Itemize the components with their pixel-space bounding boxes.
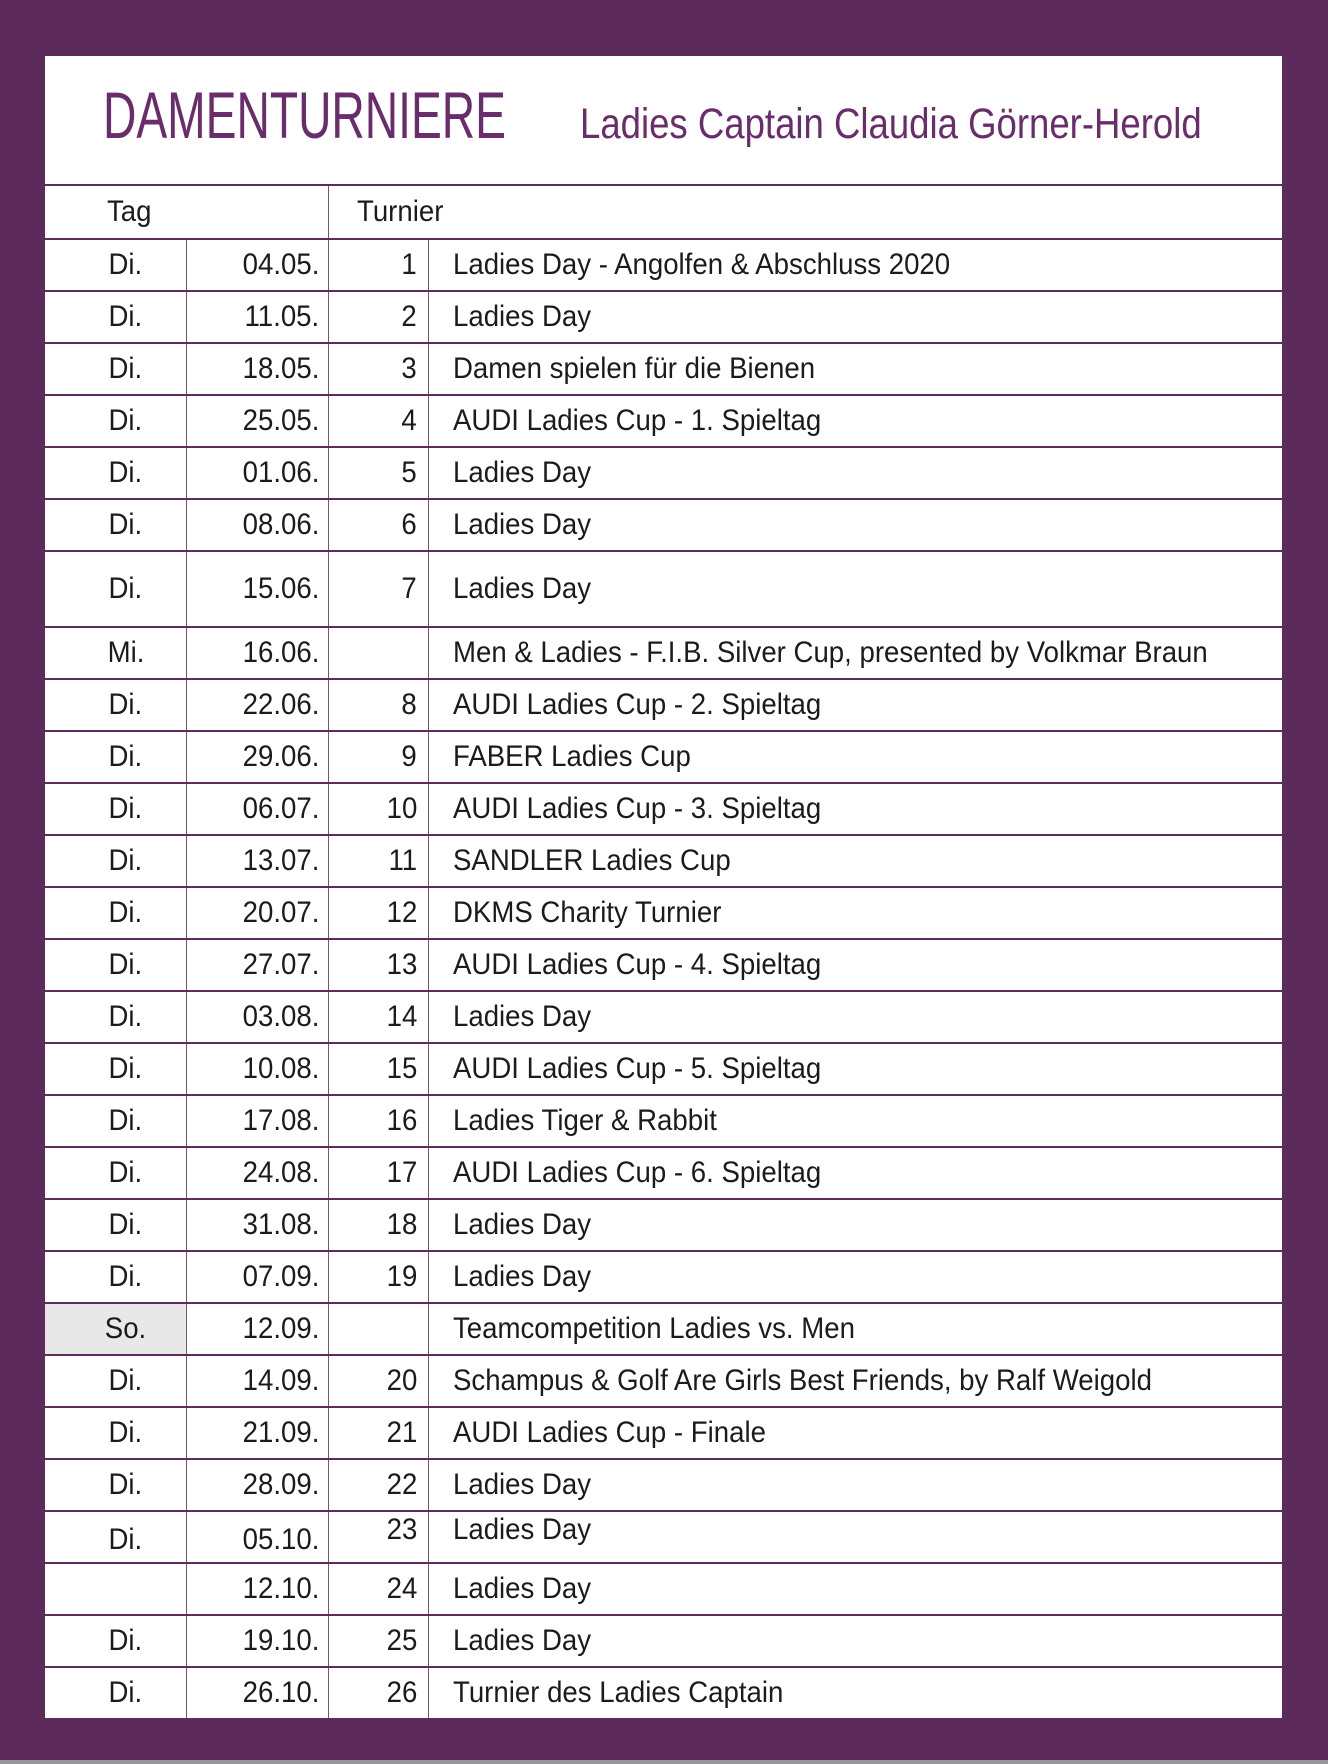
- tournament-label: Damen spielen für die Bienen: [453, 352, 816, 385]
- tournament-label: Ladies Day: [453, 1260, 592, 1293]
- cell-number: [328, 940, 428, 990]
- table-row: [45, 1408, 1282, 1460]
- cell-tournament: [428, 240, 1282, 290]
- tournament-table: [45, 240, 1282, 1720]
- cell-date: [186, 552, 328, 626]
- cell-number: [328, 1564, 428, 1614]
- number-label: 3: [401, 352, 417, 385]
- date-label: 18.05.: [242, 352, 319, 385]
- day-label: Mi.: [107, 636, 144, 669]
- cell-number: [328, 500, 428, 550]
- tournament-label: Ladies Day: [453, 1208, 592, 1241]
- cell-tournament: [428, 1044, 1282, 1094]
- tournament-label: Ladies Day: [453, 1572, 592, 1605]
- number-label: 7: [401, 572, 417, 605]
- cell-tournament: [428, 1200, 1282, 1250]
- date-label: 25.05.: [242, 404, 319, 437]
- cell-date: [186, 240, 328, 290]
- cell-number: [328, 1616, 428, 1666]
- cell-number: [328, 1668, 428, 1718]
- cell-tournament: [428, 448, 1282, 498]
- table-row: [45, 1304, 1282, 1356]
- date-label: 26.10.: [242, 1676, 319, 1709]
- cell-day: [45, 1304, 186, 1354]
- table-row: [45, 292, 1282, 344]
- tournament-label: FABER Ladies Cup: [453, 740, 691, 773]
- cell-day: [45, 680, 186, 730]
- day-label: Di.: [108, 1000, 143, 1033]
- day-label: Di.: [108, 896, 143, 929]
- cell-day: [45, 1408, 186, 1458]
- table-row: [45, 836, 1282, 888]
- cell-date: [186, 1512, 328, 1562]
- cell-date: [186, 344, 328, 394]
- number-label: 16: [386, 1104, 417, 1137]
- cell-number: [328, 1044, 428, 1094]
- number-label: 19: [386, 1260, 417, 1293]
- date-label: 21.09.: [242, 1416, 319, 1449]
- table-row: [45, 1668, 1282, 1720]
- cell-day: [45, 992, 186, 1042]
- day-label: Di.: [108, 508, 143, 541]
- number-label: 26: [386, 1676, 417, 1709]
- date-label: 11.05.: [244, 300, 319, 333]
- day-label: Di.: [108, 1156, 143, 1189]
- header-cell-tag: [45, 186, 328, 238]
- cell-date: [186, 628, 328, 678]
- date-label: 15.06.: [242, 572, 319, 605]
- number-label: 12: [386, 896, 417, 929]
- date-label: 20.07.: [242, 896, 319, 929]
- cell-tournament: [428, 396, 1282, 446]
- cell-date: [186, 500, 328, 550]
- table-row: [45, 732, 1282, 784]
- number-label: 4: [401, 404, 417, 437]
- table-row: [45, 628, 1282, 680]
- date-label: 19.10.: [242, 1624, 319, 1657]
- tournament-label: Ladies Day: [453, 1000, 592, 1033]
- tournament-label: DKMS Charity Turnier: [453, 896, 722, 929]
- tournament-label: AUDI Ladies Cup - 4. Spieltag: [453, 948, 822, 981]
- number-label: 6: [401, 508, 417, 541]
- cell-day: [45, 396, 186, 446]
- number-label: 5: [401, 456, 417, 489]
- cell-tournament: [428, 732, 1282, 782]
- cell-day: [45, 940, 186, 990]
- cell-day: [45, 1044, 186, 1094]
- cell-date: [186, 1304, 328, 1354]
- number-label: 13: [386, 948, 417, 981]
- tournament-label: AUDI Ladies Cup - 2. Spieltag: [453, 688, 822, 721]
- cell-day: [45, 448, 186, 498]
- number-label: 24: [386, 1572, 417, 1605]
- cell-day: [45, 1096, 186, 1146]
- day-label: Di.: [108, 792, 143, 825]
- cell-date: [186, 992, 328, 1042]
- date-label: 06.07.: [242, 792, 319, 825]
- cell-tournament: [428, 1616, 1282, 1666]
- number-label: 8: [401, 688, 417, 721]
- day-label: Di.: [108, 1104, 143, 1137]
- masthead: [45, 56, 1282, 184]
- cell-number: [328, 836, 428, 886]
- day-label: Di.: [108, 352, 143, 385]
- cell-tournament: [428, 1512, 1282, 1562]
- day-label: Di.: [108, 1624, 143, 1657]
- date-label: 01.06.: [242, 456, 319, 489]
- cell-number: [328, 628, 428, 678]
- number-label: 15: [386, 1052, 417, 1085]
- content-sheet: [45, 56, 1282, 1720]
- day-label: Di.: [108, 572, 143, 605]
- day-label: So.: [104, 1312, 147, 1345]
- day-label: Di.: [108, 1208, 143, 1241]
- cell-number: [328, 1252, 428, 1302]
- tournament-label: AUDI Ladies Cup - 6. Spieltag: [453, 1156, 822, 1189]
- cell-number: [328, 1096, 428, 1146]
- cell-number: [328, 1304, 428, 1354]
- cell-day: [45, 1564, 186, 1614]
- cell-tournament: [428, 680, 1282, 730]
- tournament-label: Men & Ladies - F.I.B. Silver Cup, presented by Volkmar Braun: [453, 636, 1208, 669]
- date-label: 10.08.: [242, 1052, 319, 1085]
- cell-day: [45, 1512, 186, 1562]
- cell-date: [186, 940, 328, 990]
- table-row: [45, 888, 1282, 940]
- date-label: 24.08.: [242, 1156, 319, 1189]
- tournament-label: SANDLER Ladies Cup: [453, 844, 731, 877]
- day-label: Di.: [108, 1468, 143, 1501]
- cell-tournament: [428, 552, 1282, 626]
- tournament-label: Ladies Day: [453, 456, 592, 489]
- table-row: [45, 1460, 1282, 1512]
- day-label: Di.: [108, 1364, 143, 1397]
- table-row: [45, 448, 1282, 500]
- cell-date: [186, 1356, 328, 1406]
- cell-date: [186, 1408, 328, 1458]
- table-row: [45, 1564, 1282, 1616]
- cell-day: [45, 836, 186, 886]
- tournament-label: AUDI Ladies Cup - Finale: [453, 1416, 766, 1449]
- tournament-label: Ladies Tiger & Rabbit: [453, 1104, 717, 1137]
- page-subtitle: Ladies Captain Claudia Görner-Herold: [580, 100, 1202, 148]
- cell-tournament: [428, 1408, 1282, 1458]
- day-label: Di.: [108, 1676, 143, 1709]
- number-label: 14: [386, 1000, 417, 1033]
- date-label: 27.07.: [242, 948, 319, 981]
- cell-date: [186, 732, 328, 782]
- page-title: DAMENTURNIERE: [103, 78, 506, 152]
- tournament-label: Turnier des Ladies Captain: [453, 1676, 784, 1709]
- date-label: 29.06.: [242, 740, 319, 773]
- cell-day: [45, 292, 186, 342]
- cell-date: [186, 1460, 328, 1510]
- date-label: 22.06.: [242, 688, 319, 721]
- date-label: 31.08.: [242, 1208, 319, 1241]
- tournament-label: Ladies Day: [453, 508, 592, 541]
- number-label: 22: [386, 1468, 417, 1501]
- cell-day: [45, 240, 186, 290]
- tournament-label: Teamcompetition Ladies vs. Men: [453, 1312, 855, 1345]
- date-label: 05.10.: [242, 1523, 319, 1556]
- cell-tournament: [428, 628, 1282, 678]
- table-row: [45, 1512, 1282, 1564]
- cell-tournament: [428, 1356, 1282, 1406]
- cell-number: [328, 992, 428, 1042]
- cell-number: [328, 680, 428, 730]
- table-row: [45, 500, 1282, 552]
- number-label: 21: [386, 1416, 417, 1449]
- cell-tournament: [428, 992, 1282, 1042]
- tournament-label: Schampus & Golf Are Girls Best Friends, by Ralf Weigold: [453, 1364, 1152, 1397]
- cell-day: [45, 500, 186, 550]
- cell-number: [328, 888, 428, 938]
- cell-date: [186, 680, 328, 730]
- date-label: 12.10.: [242, 1572, 319, 1605]
- table-row: [45, 1096, 1282, 1148]
- table-row: [45, 1356, 1282, 1408]
- cell-day: [45, 1200, 186, 1250]
- cell-date: [186, 1148, 328, 1198]
- table-row: [45, 1148, 1282, 1200]
- cell-date: [186, 836, 328, 886]
- number-label: 17: [386, 1156, 417, 1189]
- cell-day: [45, 552, 186, 626]
- day-label: Di.: [108, 1260, 143, 1293]
- day-label: Di.: [108, 1523, 143, 1556]
- cell-number: [328, 344, 428, 394]
- cell-day: [45, 1252, 186, 1302]
- table-row: [45, 240, 1282, 292]
- day-label: Di.: [108, 844, 143, 877]
- cell-number: [328, 1512, 428, 1562]
- cell-date: [186, 1616, 328, 1666]
- day-label: Di.: [108, 948, 143, 981]
- header-turnier-label: Turnier: [357, 195, 444, 228]
- table-row: [45, 680, 1282, 732]
- cell-number: [328, 292, 428, 342]
- cell-date: [186, 1096, 328, 1146]
- cell-tournament: [428, 784, 1282, 834]
- number-label: 2: [401, 300, 417, 333]
- day-label: Di.: [108, 740, 143, 773]
- cell-date: [186, 448, 328, 498]
- number-label: 20: [386, 1364, 417, 1397]
- cell-tournament: [428, 1460, 1282, 1510]
- table-row: [45, 1200, 1282, 1252]
- date-label: 03.08.: [242, 1000, 319, 1033]
- number-label: 9: [401, 740, 417, 773]
- table-row: [45, 1044, 1282, 1096]
- date-label: 04.05.: [242, 248, 319, 281]
- cell-date: [186, 1044, 328, 1094]
- cell-tournament: [428, 940, 1282, 990]
- cell-number: [328, 1148, 428, 1198]
- date-label: 08.06.: [242, 508, 319, 541]
- cell-day: [45, 888, 186, 938]
- cell-tournament: [428, 888, 1282, 938]
- day-label: Di.: [108, 456, 143, 489]
- day-label: Di.: [108, 404, 143, 437]
- table-row: [45, 396, 1282, 448]
- cell-number: [328, 732, 428, 782]
- cell-number: [328, 1356, 428, 1406]
- cell-number: [328, 1460, 428, 1510]
- cell-number: [328, 240, 428, 290]
- tournament-label: Ladies Day: [453, 1624, 592, 1657]
- date-label: 07.09.: [242, 1260, 319, 1293]
- number-label: 18: [386, 1208, 417, 1241]
- cell-day: [45, 1356, 186, 1406]
- cell-number: [328, 552, 428, 626]
- table-row: [45, 552, 1282, 628]
- cell-tournament: [428, 1304, 1282, 1354]
- day-label: Di.: [108, 248, 143, 281]
- date-label: 14.09.: [242, 1364, 319, 1397]
- table-row: [45, 344, 1282, 396]
- tournament-label: Ladies Day: [453, 300, 592, 333]
- number-label: 1: [401, 248, 417, 281]
- cell-day: [45, 1148, 186, 1198]
- date-label: 16.06.: [242, 636, 319, 669]
- cell-date: [186, 888, 328, 938]
- day-label: Di.: [108, 300, 143, 333]
- table-row: [45, 784, 1282, 836]
- number-label: 10: [386, 792, 417, 825]
- table-row: [45, 1252, 1282, 1304]
- tournament-label: AUDI Ladies Cup - 1. Spieltag: [453, 404, 822, 437]
- date-label: 17.08.: [242, 1104, 319, 1137]
- day-label: Di.: [108, 1416, 143, 1449]
- bottom-edge-strip: [0, 1760, 1328, 1764]
- cell-date: [186, 292, 328, 342]
- cell-day: [45, 1460, 186, 1510]
- cell-number: [328, 396, 428, 446]
- cell-tournament: [428, 1096, 1282, 1146]
- cell-day: [45, 628, 186, 678]
- number-label: 25: [386, 1624, 417, 1657]
- cell-date: [186, 396, 328, 446]
- cell-tournament: [428, 344, 1282, 394]
- cell-tournament: [428, 836, 1282, 886]
- header-cell-turnier: [328, 186, 1282, 238]
- table-row: [45, 992, 1282, 1044]
- table-row: [45, 940, 1282, 992]
- tournament-label: Ladies Day - Angolfen & Abschluss 2020: [453, 248, 951, 281]
- cell-number: [328, 448, 428, 498]
- cell-day: [45, 784, 186, 834]
- date-label: 13.07.: [242, 844, 319, 877]
- cell-number: [328, 1200, 428, 1250]
- cell-date: [186, 1564, 328, 1614]
- tournament-label: Ladies Day: [453, 572, 592, 605]
- cell-tournament: [428, 1148, 1282, 1198]
- number-label: 11: [388, 844, 417, 877]
- tournament-label: Ladies Day: [453, 1513, 592, 1546]
- tournament-label: AUDI Ladies Cup - 3. Spieltag: [453, 792, 822, 825]
- cell-day: [45, 344, 186, 394]
- cell-tournament: [428, 1252, 1282, 1302]
- cell-date: [186, 1252, 328, 1302]
- table-header-row: [45, 184, 1282, 240]
- cell-day: [45, 732, 186, 782]
- table-row: [45, 1616, 1282, 1668]
- cell-number: [328, 1408, 428, 1458]
- date-label: 28.09.: [242, 1468, 319, 1501]
- number-label: 23: [386, 1513, 417, 1546]
- cell-date: [186, 1668, 328, 1718]
- cell-date: [186, 784, 328, 834]
- cell-number: [328, 784, 428, 834]
- date-label: 12.09.: [242, 1312, 319, 1345]
- day-label: Di.: [108, 1052, 143, 1085]
- cell-day: [45, 1668, 186, 1718]
- tournament-label: AUDI Ladies Cup - 5. Spieltag: [453, 1052, 822, 1085]
- header-tag-label: Tag: [107, 195, 152, 228]
- cell-tournament: [428, 500, 1282, 550]
- cell-tournament: [428, 1564, 1282, 1614]
- day-label: Di.: [108, 688, 143, 721]
- cell-day: [45, 1616, 186, 1666]
- cell-date: [186, 1200, 328, 1250]
- cell-tournament: [428, 1668, 1282, 1718]
- tournament-label: Ladies Day: [453, 1468, 592, 1501]
- cell-tournament: [428, 292, 1282, 342]
